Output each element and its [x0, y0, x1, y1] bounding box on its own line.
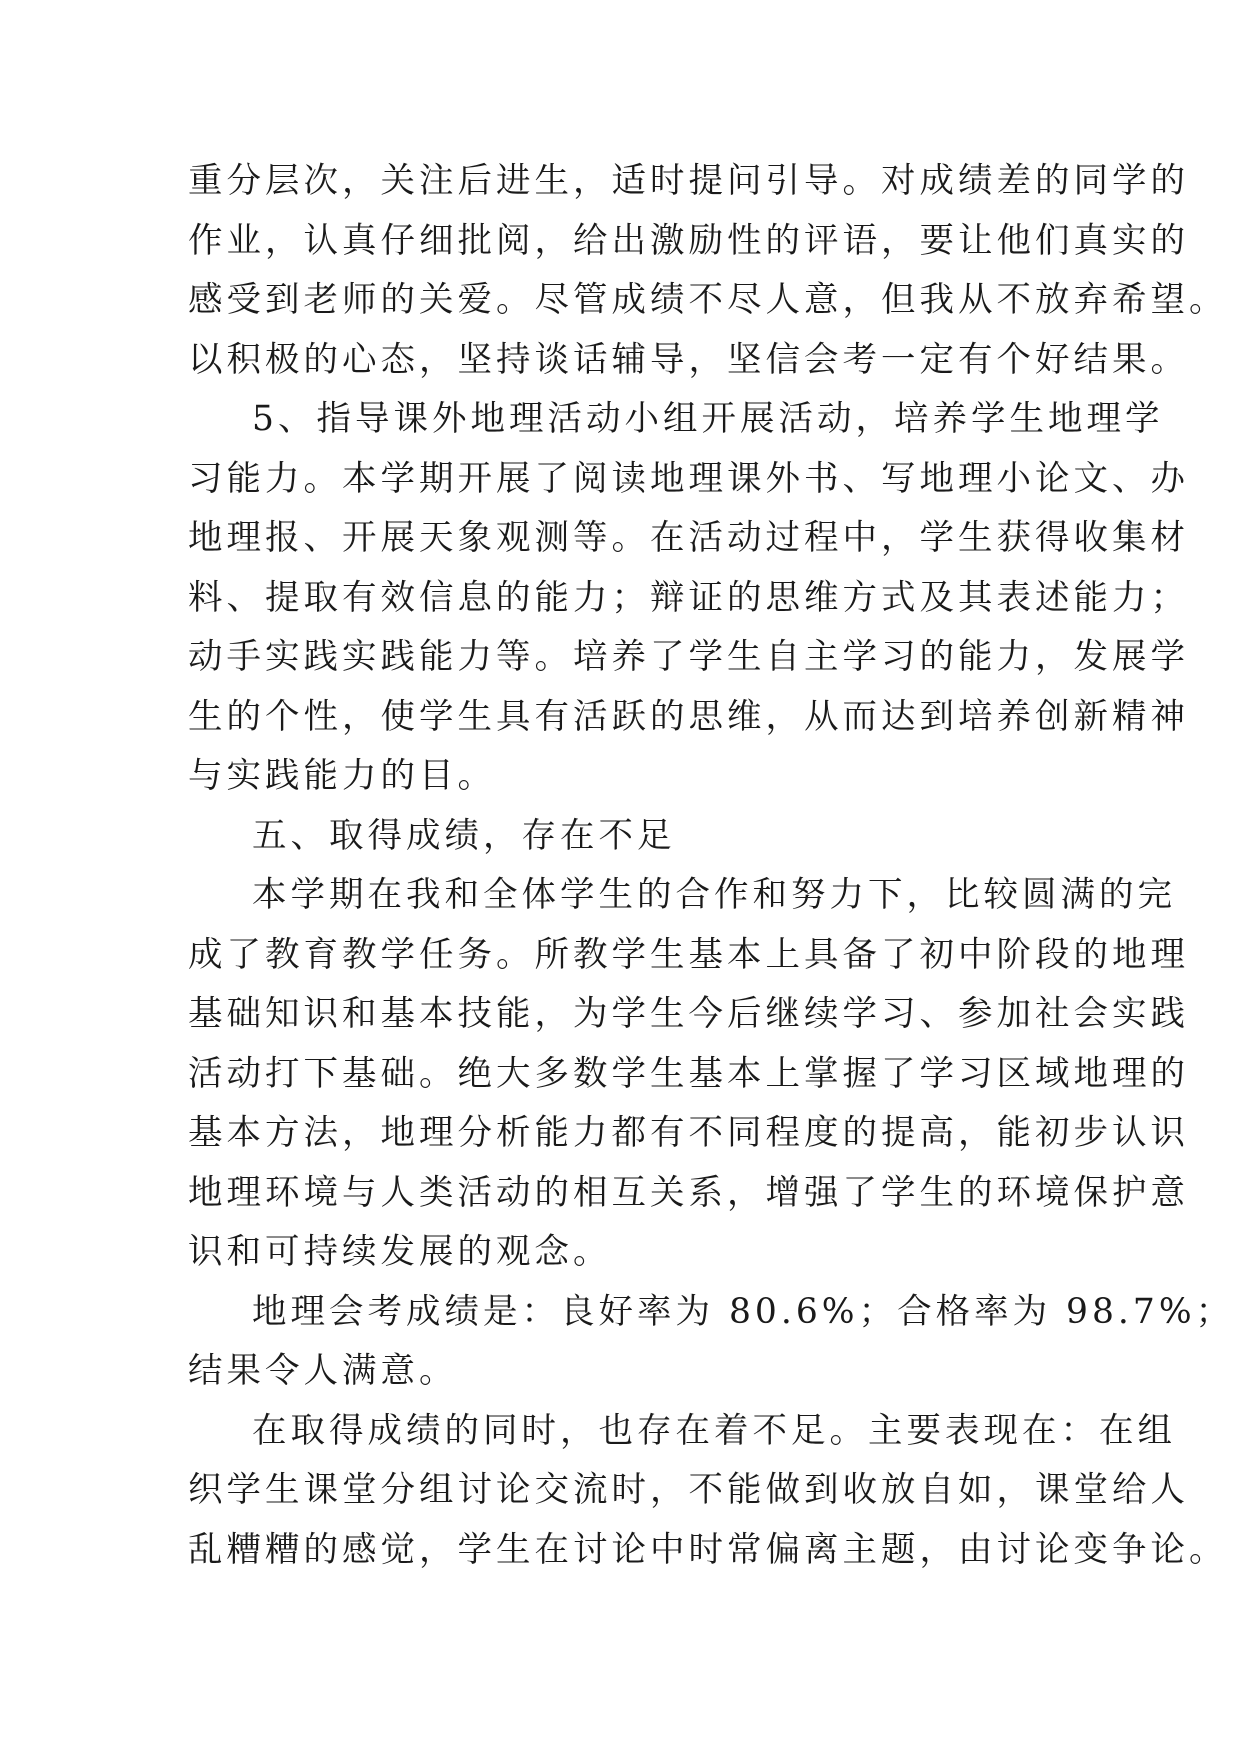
- text-line: 习能力。本学期开展了阅读地理课外书、写地理小论文、办: [188, 458, 1189, 499]
- text-line: 地理报、开展天象观测等。在活动过程中，学生获得收集材: [188, 518, 1189, 558]
- text-line: 结果令人满意。: [188, 1351, 458, 1391]
- text-line: 与实践能力的目。: [188, 756, 496, 796]
- text-line: 动手实践实践能力等。培养了学生自主学习的能力，发展学: [188, 637, 1189, 677]
- paragraph-start-line: 本学期在我和全体学生的合作和努力下，比较圆满的完: [252, 875, 1176, 915]
- paragraph-start-line: 在取得成绩的同时，也存在着不足。主要表现在：在组: [252, 1410, 1176, 1451]
- text-line: 基础知识和基本技能，为学生今后继续学习、参加社会实践: [188, 994, 1189, 1034]
- text-line: 料、提取有效信息的能力；辩证的思维方式及其表述能力；: [188, 577, 1189, 618]
- text-line: 活动打下基础。绝大多数学生基本上掌握了学习区域地理的: [188, 1053, 1189, 1094]
- body-text: [188, 152, 1235, 1580]
- text-line: 以积极的心态，坚持谈话辅导，坚信会考一定有个好结果。: [188, 339, 1189, 380]
- text-line: 织学生课堂分组讨论交流时，不能做到收放自如，课堂给人: [188, 1470, 1189, 1510]
- text-line: 地理环境与人类活动的相互关系，增强了学生的环境保护意: [188, 1172, 1189, 1213]
- text-line: 识和可持续发展的观念。: [188, 1232, 612, 1272]
- text-line: 感受到老师的关爱。尽管成绩不尽人意，但我从不放弃希望。: [188, 280, 1228, 320]
- text-line: 成了教育教学任务。所教学生基本上具备了初中阶段的地理: [188, 934, 1189, 975]
- paragraph-start-line: 5、指导课外地理活动小组开展活动，培养学生地理学: [252, 399, 1164, 439]
- text-line: 重分层次，关注后进生，适时提问引导。对成绩差的同学的: [188, 161, 1189, 201]
- text-line: 作业，认真仔细批阅，给出激励性的评语，要让他们真实的: [188, 220, 1189, 261]
- text-line: 生的个性，使学生具有活跃的思维，从而达到培养创新精神: [188, 696, 1189, 737]
- section-heading: 五、取得成绩，存在不足: [252, 815, 676, 856]
- paragraph-start-line: 地理会考成绩是：良好率为 80.6%；合格率为 98.7%；: [252, 1291, 1235, 1332]
- text-line: 基本方法，地理分析能力都有不同程度的提高，能初步认识: [188, 1113, 1189, 1153]
- text-line: 乱糟糟的感觉，学生在讨论中时常偏离主题，由讨论变争论。: [188, 1529, 1228, 1570]
